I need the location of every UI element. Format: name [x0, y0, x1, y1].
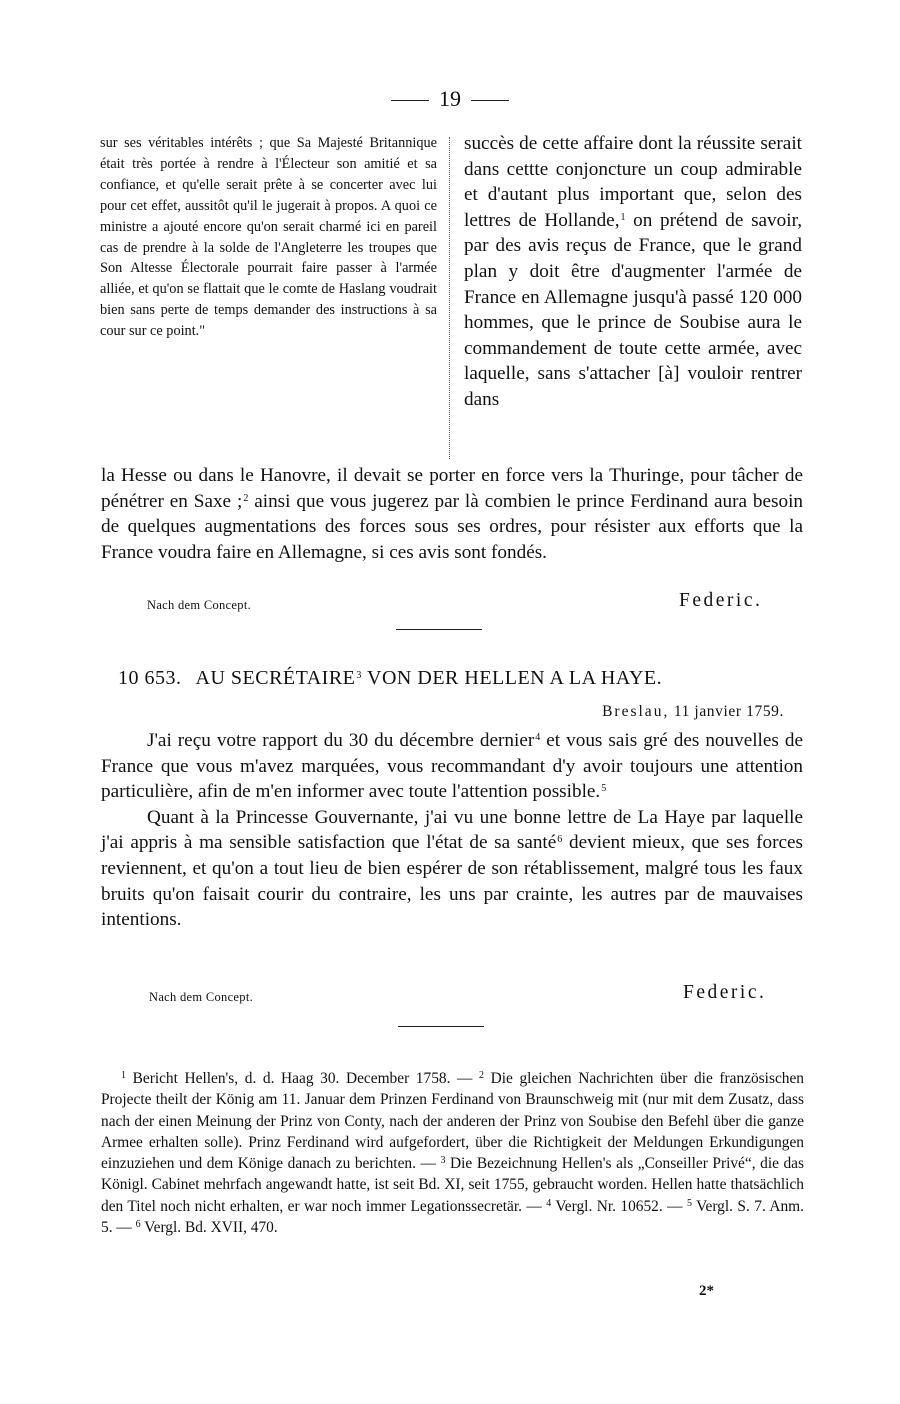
main-column-text: succès de cette affaire dont la réussite serait dans cettte conjoncture un coup admirable et d'autant plus important que, selon des lettres de Hollande,$^1$ on prétend de savoir, par des avis reçus de France, que le grand plan y doit être d'augmenter l'armée de France en Allemagne jusqu'à passé 120 000 hommes, que le prince de Soubise aura le commandement de toute cette armée, avec laquelle, sans s'attacher [à] vouloir rentrer dans — [464, 133, 802, 410]
sheet-signature-mark: 2* — [699, 1283, 714, 1299]
letter-place: Breslau, — [602, 703, 670, 720]
letter-number: 10 653. — [118, 667, 182, 689]
letter-date: 11 janvier 1759. — [673, 703, 784, 720]
enclosure-column — [100, 133, 437, 342]
page-header — [0, 86, 900, 112]
footnote-ref-4[interactable]: 4 — [535, 732, 541, 743]
footnote-rule — [398, 1026, 484, 1027]
footnote-mark-6: 6 — [135, 1219, 141, 1231]
footnote-mark-1: 1 — [121, 1070, 126, 1081]
letter-continuation — [101, 463, 803, 565]
footnote-2: Die gleichen Nachrichten über die französischen Projecte theilt der König am 11. Januar dem Prinzen Ferdinand von Braunschweig mit (nur mit dem Zusatz, dass nach der einen Meinung der Prinz von Conty, nach der anderen der Prinz von Soubise den Befehl über die ganze Armee erhalten solle). Prinz Ferdinand wird aufgefordert, über die Richtigkeit der Meldungen Erkundigungen einzuziehen und dem Könige danach zu berichten. — — [101, 1070, 804, 1173]
footnote-1: Bericht Hellen's, d. d. Haag 30. December 1758. — — [126, 1070, 480, 1087]
letter-addressee: AU SECRÉTAIRE$^3$ VON DER HELLEN A LA HAYE. — [195, 667, 663, 689]
footnote-mark-5: 5 — [686, 1197, 692, 1209]
continuation-text: la Hesse ou dans le Hanovre, il devait se porter en force vers la Thuringe, pour tâcher de pénétrer en Saxe ;$^2$ ainsi que vous jugerez par là combien le prince Ferdinand aura besoin de quelques augmentations des forces sous ses ordres, pour résister aux efforts que la France voudra faire en Allemagne, si ces avis sont fondés. — [101, 465, 804, 563]
footnote-block — [101, 1068, 804, 1238]
footnote-4: Vergl. Nr. 10652. — — [551, 1197, 687, 1215]
source-note: Nach dem Concept. — [147, 598, 252, 612]
section-rule — [396, 629, 482, 630]
letter-paragraph-2: Quant à la Princesse Gouvernante, j'ai vu une bonne lettre de La Haye par laquelle j'ai appris à ma sensible satisfaction que l'état de sa santé$^6$ devient mieux, que ses forces reviennent, et qu'on a tout lieu de bien espérer de son rétablissement, malgré tous les faux bruits qu'on faisait courir du contraire, les uns par crainte, les autres par de mauvaises intentions. — [101, 806, 804, 931]
footnote-ref-6[interactable]: 6 — [557, 834, 563, 846]
footnote-5: Vergl. S. 7. Anm. 5. — — [101, 1197, 804, 1237]
signature-2: Federic. — [683, 982, 767, 1003]
enclosure-text: sur ses véritables intérêts ; que Sa Majesté Britannique était très portée à rendre à l'Électeur son amitié et sa confiance, et qu'elle serait prête à se concerter avec lui pour cet effet, aussitôt qu'il le jugerait à propos. A quoi ce ministre a ajouté encore qu'on serait charmé ici en pareil cas de prendre à la solde de l'Angleterre les troupes que Son Altesse Électorale pourrait faire passer à l'armée alliée, et qu'on se flattait que le comte de Haslang voudrait bien sans perte de temps demander des instructions à sa cour sur ce point." — [100, 135, 437, 340]
footnote-mark-2: 2 — [479, 1070, 485, 1081]
letter-body — [101, 728, 803, 933]
column-divider — [449, 137, 450, 459]
footnote-mark-4: 4 — [546, 1197, 552, 1209]
signature: Federic. — [679, 590, 763, 611]
footnote-ref-5[interactable]: 5 — [601, 783, 607, 795]
footnotes — [101, 1068, 804, 1238]
letter-heading — [118, 667, 818, 690]
footnote-ref-3[interactable]: 3 — [356, 670, 362, 681]
header-dash-right — [471, 100, 509, 101]
page-number: 19 — [439, 86, 461, 111]
letter-paragraph-1: J'ai reçu votre rapport du 30 du décembre dernier$^4$ et vous sais gré des nouvelles de France que vous m'avez marquées, vous recommandant d'y avoir toujours une attention particulière, afin de m'en informer avec toute l'attention possible.$^5$ — [101, 730, 803, 803]
source-note-2: Nach dem Concept. — [149, 990, 254, 1004]
header-dash-left — [391, 100, 429, 101]
footnote-ref-2[interactable]: 2 — [243, 492, 249, 504]
main-column — [464, 131, 802, 413]
footnote-ref-1[interactable]: 1 — [620, 211, 626, 223]
footnote-mark-3: 3 — [440, 1155, 446, 1167]
letter-dateline — [420, 703, 784, 721]
footnote-3: Die Bezeichnung Hellen's als „Conseiller Privé“, die das Königl. Cabinet mehrfach angewandt hatte, ist seit Bd. XI, seit 1755, gebraucht worden. Hellen hatte thatsächlich den Titel noch nicht erhalten, er war noch immer Legationssecretär. — — [101, 1155, 805, 1215]
footnote-6: Vergl. Bd. XVII, 470. — [140, 1219, 278, 1237]
